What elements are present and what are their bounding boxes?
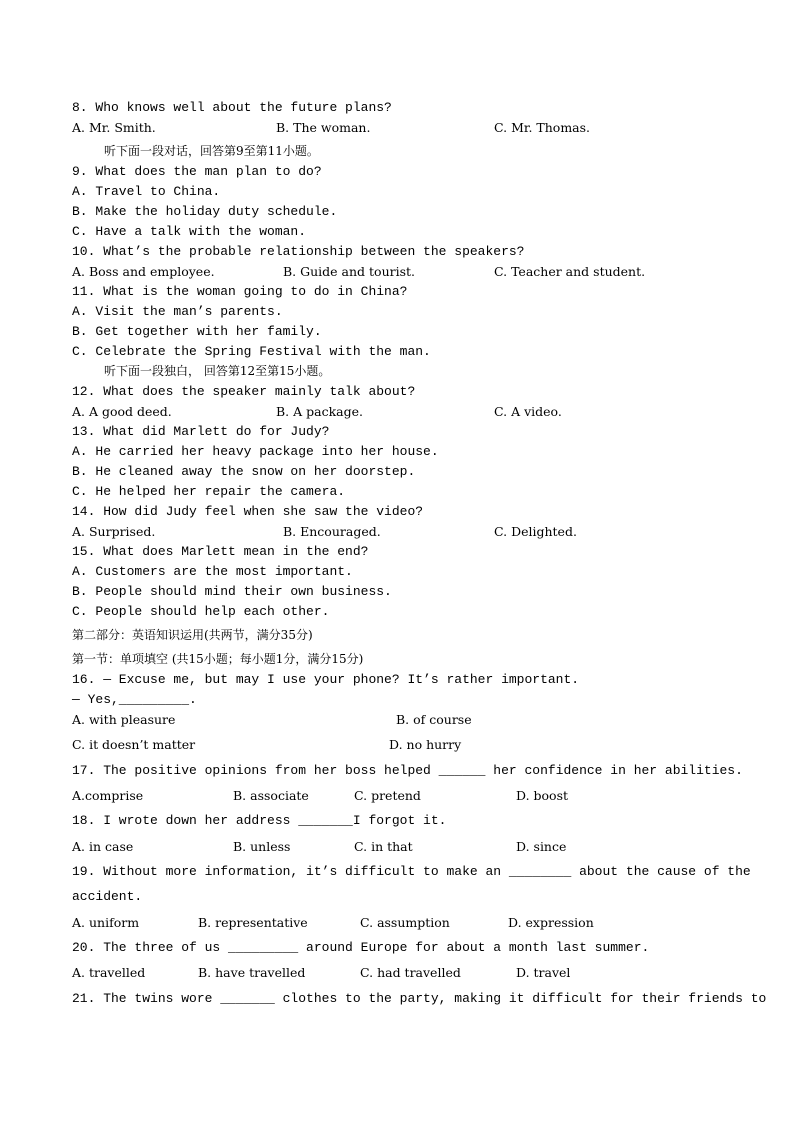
q15-option-a: A. Customers are the most important. <box>72 564 353 579</box>
q9-option-c: C. Have a talk with the woman. <box>72 224 307 239</box>
q20-option-b: B. have travelled <box>198 965 306 980</box>
q11-option-b: B. Get together with her family. <box>72 324 322 339</box>
q18-option-b: B. unless <box>233 839 291 854</box>
q11-option-c: C. Celebrate the Spring Festival with the man. <box>72 344 431 359</box>
q12-option-a: A. A good deed. <box>72 404 172 419</box>
q16-option-c: C. it doesn’t matter <box>72 737 196 752</box>
q12-stem: 12. What does the speaker mainly talk about? <box>72 384 416 399</box>
q10-option-b: B. Guide and tourist. <box>283 264 416 279</box>
q10-stem: 10. What’s the probable relationship between the speakers? <box>72 244 525 259</box>
q19-stem-continued: accident. <box>72 889 143 904</box>
section-1-heading: 第一节：单项填空 (共15小题；每小题1分，满分15分) <box>72 652 364 666</box>
q13-option-a: A. He carried her heavy package into her house. <box>72 444 439 459</box>
q20-option-d: D. travel <box>516 965 571 980</box>
q18-option-c: C. in that <box>354 839 413 854</box>
q19-option-a: A. uniform <box>72 915 140 930</box>
q15-option-c: C. People should help each other. <box>72 604 330 619</box>
q13-option-b: B. He cleaned away the snow on her doorstep. <box>72 464 416 479</box>
q18-option-a: A. in case <box>72 839 134 854</box>
q17-option-c: C. pretend <box>354 788 421 803</box>
q16-reply: — Yes,_________. <box>72 692 197 707</box>
q9-stem: 9. What does the man plan to do? <box>72 164 322 179</box>
q20-stem: 20. The three of us _________ around Europe for about a month last summer. <box>72 940 650 955</box>
q14-option-a: A. Surprised. <box>72 524 156 539</box>
q16-stem: 16. — Excuse me, but may I use your phone? It’s rather important. <box>72 672 580 687</box>
q10-option-a: A. Boss and employee. <box>72 264 215 279</box>
q13-stem: 13. What did Marlett do for Judy? <box>72 424 330 439</box>
q13-option-c: C. He helped her repair the camera. <box>72 484 346 499</box>
q16-option-b: B. of course <box>396 712 472 727</box>
q20-option-c: C. had travelled <box>360 965 461 980</box>
q17-option-a: A.comprise <box>72 788 144 803</box>
q8-stem: 8. Who knows well about the future plans? <box>72 100 392 115</box>
q16-option-d: D. no hurry <box>389 737 462 752</box>
q14-stem: 14. How did Judy feel when she saw the video? <box>72 504 424 519</box>
q19-option-d: D. expression <box>508 915 594 930</box>
instruction-12-15: 听下面一段独白， 回答第12至第15小题。 <box>104 364 331 378</box>
q8-option-a: A. Mr. Smith. <box>72 120 156 135</box>
q19-stem: 19. Without more information, it’s difficult to make an ________ about the cause of the <box>72 864 751 879</box>
q17-option-d: D. boost <box>516 788 569 803</box>
q14-option-c: C. Delighted. <box>494 524 577 539</box>
q11-stem: 11. What is the woman going to do in China? <box>72 284 408 299</box>
q15-stem: 15. What does Marlett mean in the end? <box>72 544 369 559</box>
q12-option-b: B. A package. <box>276 404 363 419</box>
q14-option-b: B. Encouraged. <box>283 524 381 539</box>
instruction-9-11: 听下面一段对话，回答第9至第11小题。 <box>104 144 319 158</box>
q17-option-b: B. associate <box>233 788 309 803</box>
q21-stem: 21. The twins wore _______ clothes to the party, making it difficult for their friends to <box>72 991 767 1006</box>
q17-stem: 17. The positive opinions from her boss helped ______ her confidence in her abilities. <box>72 763 743 778</box>
q16-option-a: A. with pleasure <box>72 712 176 727</box>
q10-option-c: C. Teacher and student. <box>494 264 646 279</box>
q15-option-b: B. People should mind their own business. <box>72 584 392 599</box>
q18-stem: 18. I wrote down her address _______I forgot it. <box>72 813 447 828</box>
q8-option-b: B. The woman. <box>276 120 371 135</box>
q19-option-b: B. representative <box>198 915 308 930</box>
q20-option-a: A. travelled <box>72 965 146 980</box>
q8-option-c: C. Mr. Thomas. <box>494 120 591 135</box>
q9-option-b: B. Make the holiday duty schedule. <box>72 204 338 219</box>
q9-option-a: A. Travel to China. <box>72 184 221 199</box>
part-2-heading: 第二部分：英语知识运用(共两节，满分35分) <box>72 628 313 642</box>
q12-option-c: C. A video. <box>494 404 562 419</box>
q19-option-c: C. assumption <box>360 915 450 930</box>
q11-option-a: A. Visit the man’s parents. <box>72 304 283 319</box>
q18-option-d: D. since <box>516 839 567 854</box>
